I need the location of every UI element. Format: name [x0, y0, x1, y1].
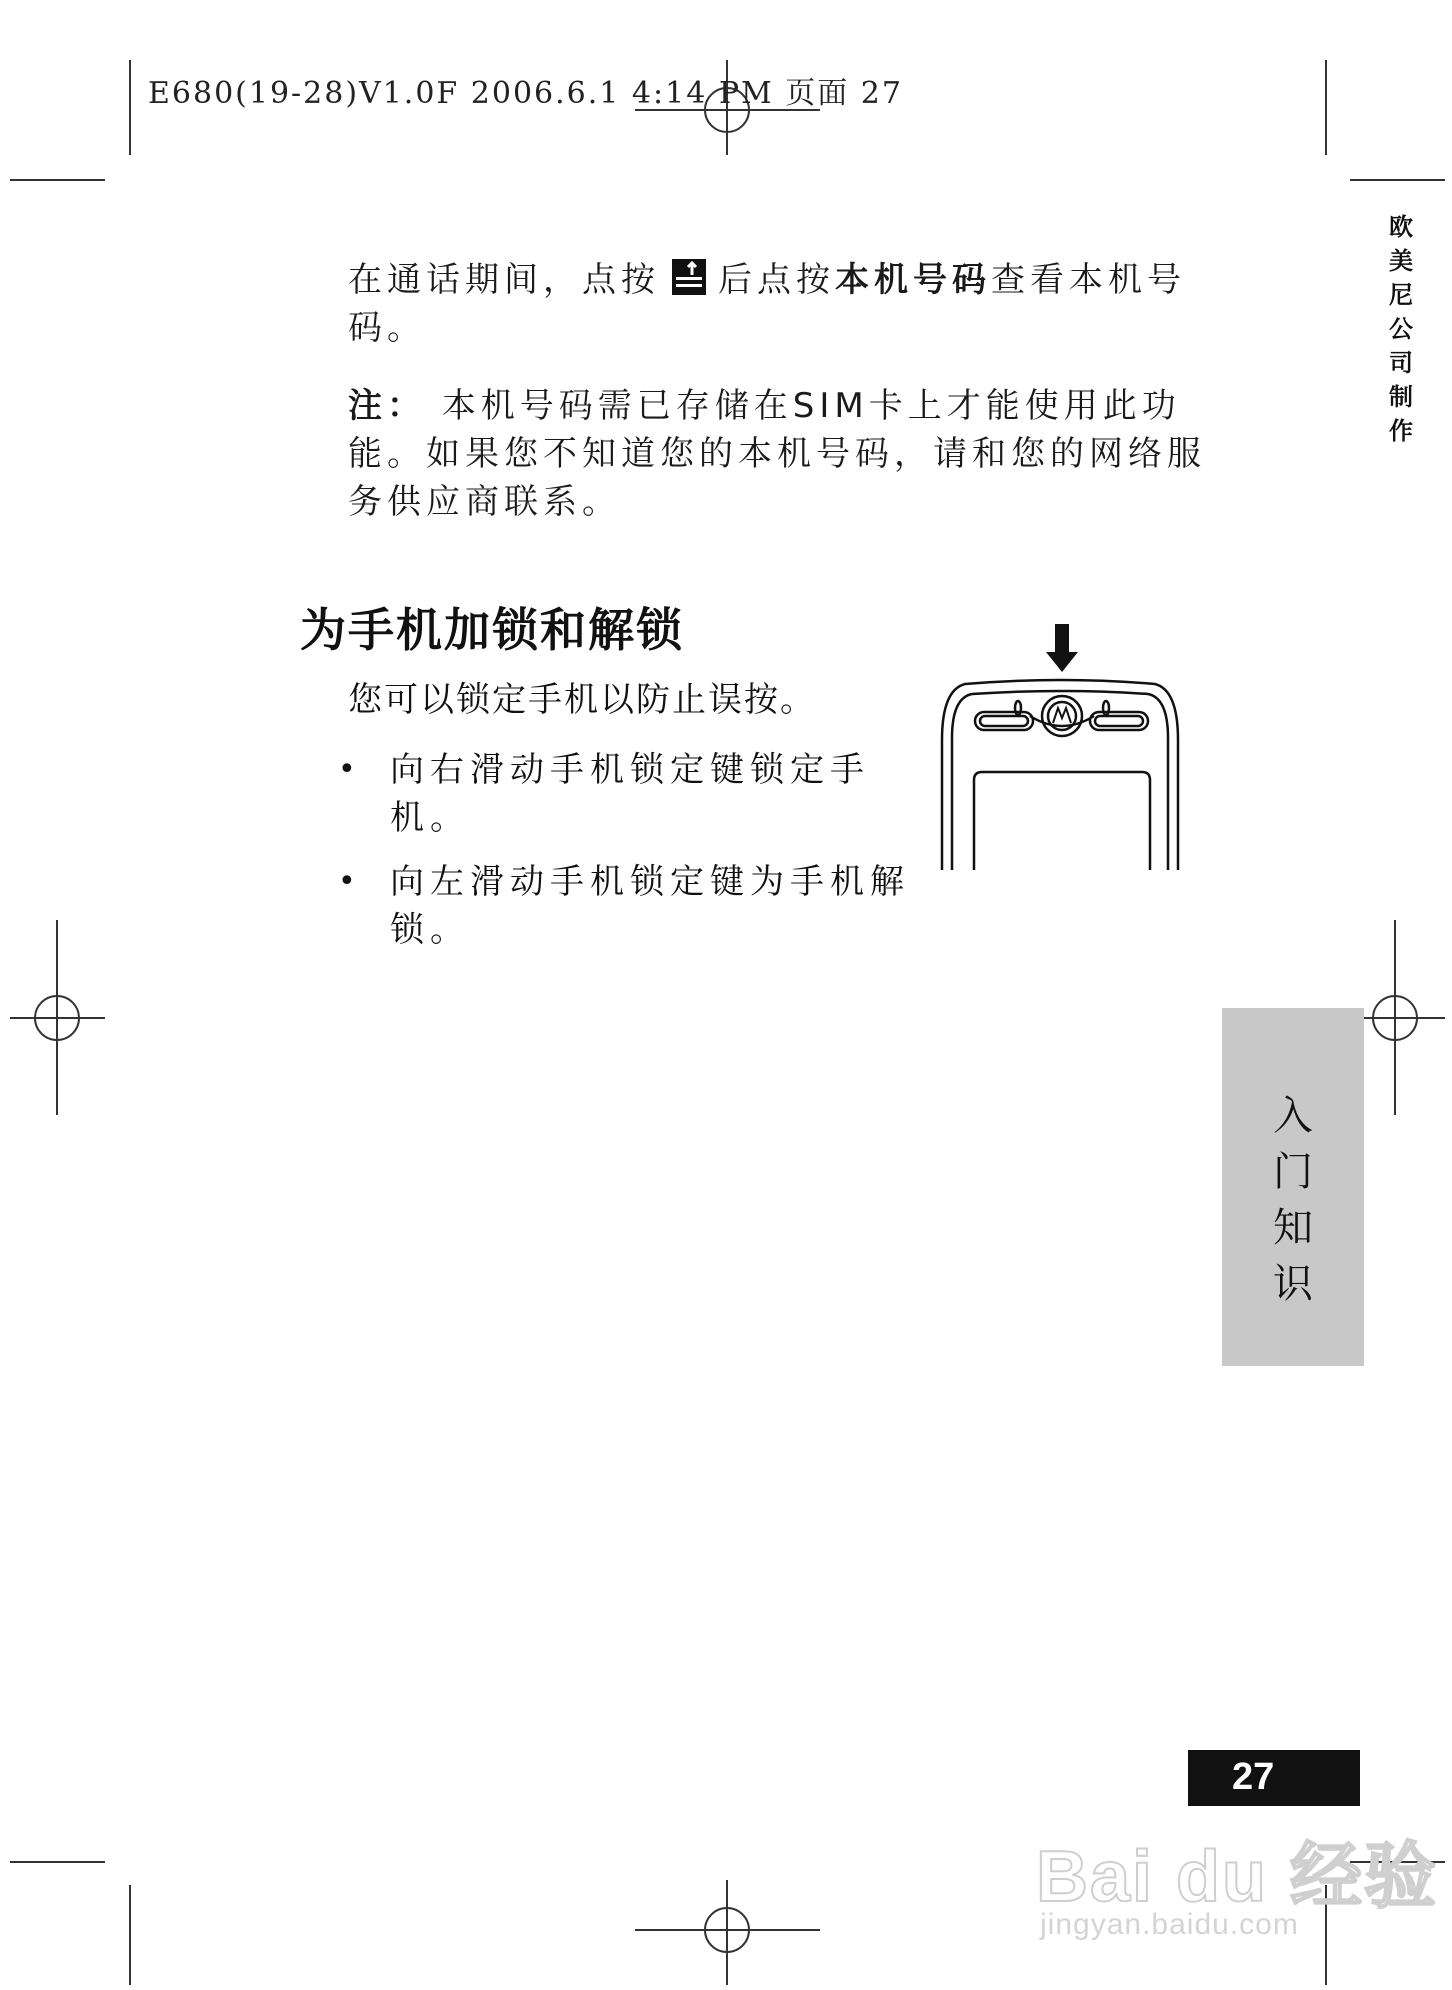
- list-item: [338, 746, 938, 842]
- paragraph-own-number-lead: 在通话期间，点按: [348, 260, 660, 300]
- paragraph-own-number-end: 查看本机号码。: [348, 260, 1186, 348]
- baidu-watermark-logo: Bai du 经验: [1036, 1837, 1439, 1917]
- bullet-list: [338, 746, 938, 970]
- section-tab: [1222, 1008, 1364, 1366]
- section-heading: 为手机加锁和解锁: [300, 603, 684, 657]
- page-number-box: [1188, 1750, 1360, 1806]
- bullet-text: 向左滑动手机锁定键为手机解锁。: [390, 862, 910, 950]
- paragraph-own-number: [348, 256, 1208, 352]
- company-credit: 欧美尼公司制作: [1389, 213, 1413, 445]
- list-item: [338, 858, 938, 954]
- own-number-term: 本机号码: [835, 260, 991, 300]
- phone-illustration: [930, 620, 1190, 870]
- bullet-icon: •: [338, 752, 362, 787]
- page-number: 27: [1232, 1756, 1275, 1798]
- print-header: E680(19-28)V1.0F 2006.6.1 4:14 PM 页面 27: [148, 76, 903, 111]
- paragraph-own-number-middle: 后点按: [718, 260, 835, 300]
- down-arrow-icon: [1046, 624, 1078, 672]
- note-paragraph: [348, 382, 1208, 526]
- bullet-icon: •: [338, 864, 362, 899]
- bullet-text: 向右滑动手机锁定键锁定手机。: [390, 750, 870, 838]
- section-tab-label: 入门知识: [1273, 1093, 1313, 1307]
- note-label: 注：: [348, 386, 426, 426]
- note-text: 本机号码需已存储在SIM卡上才能使用此功能。如果您不知道您的本机号码，请和您的网络服务供应商联系。: [348, 386, 1206, 522]
- section-intro: 您可以锁定手机以防止误按。: [348, 680, 816, 720]
- menu-key-icon: [670, 257, 708, 297]
- baidu-watermark-url: jingyan.baidu.com: [1040, 1908, 1299, 1941]
